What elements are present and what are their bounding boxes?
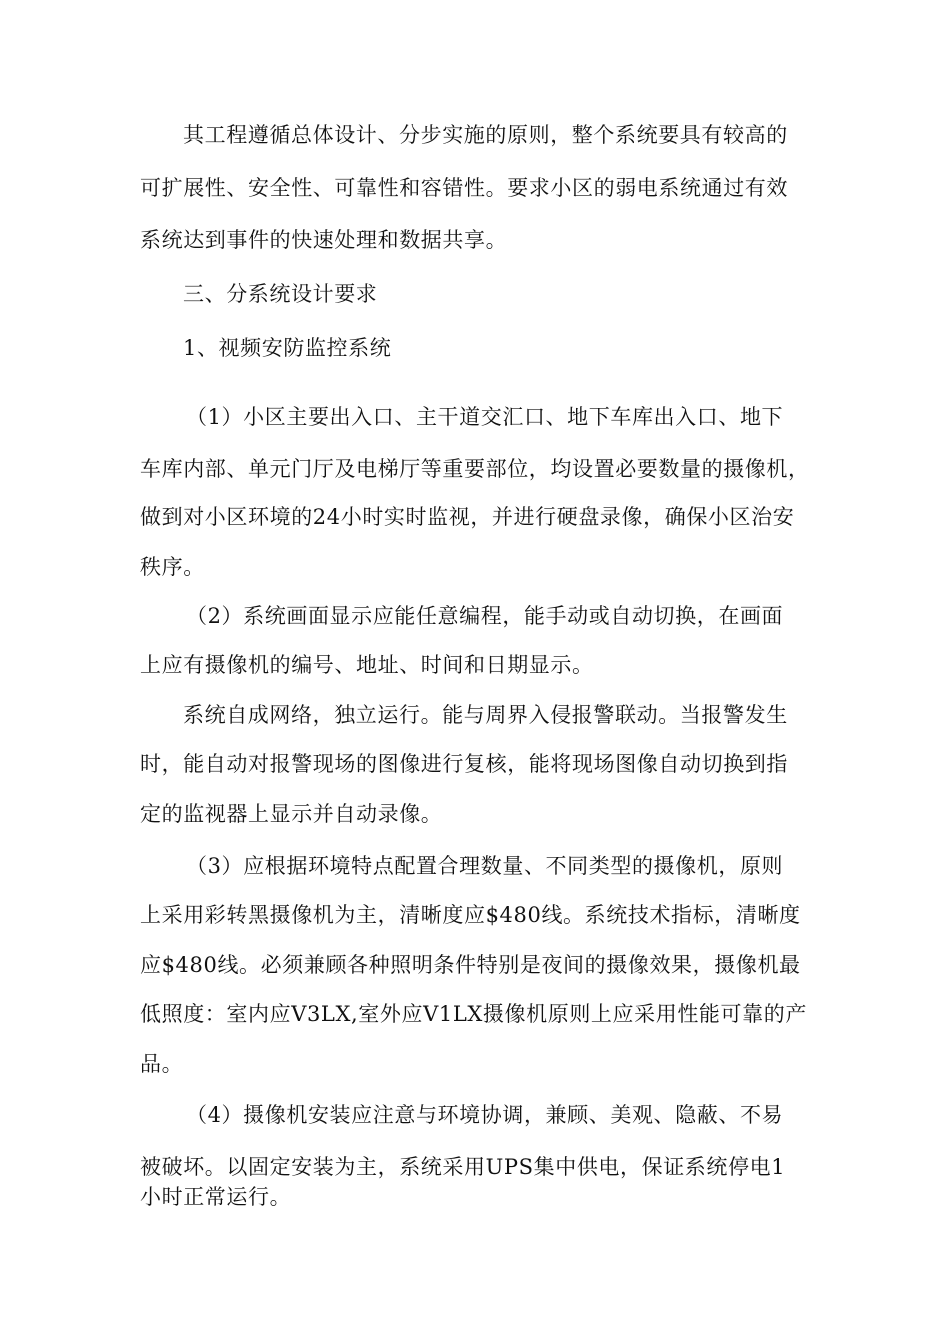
paragraph-line: 系统自成网络，独立运行。能与周界入侵报警联动。当报警发生 [183,703,788,727]
list-item-line: （1）小区主要出入口、主干道交汇口、地下车库出入口、地下 [186,405,784,429]
list-item-line: 车库内部、单元门厅及电梯厅等重要部位，均设置必要数量的摄像机， [140,457,810,481]
list-item-line: 应$480线。必须兼顾各种照明条件特别是夜间的摄像效果，摄像机最 [140,953,801,977]
paragraph-line: 系统达到事件的快速处理和数据共享。 [140,228,508,252]
list-item-line: （4）摄像机安装应注意与环境协调，兼顾、美观、隐蔽、不易 [186,1103,784,1127]
section-heading: 三、分系统设计要求 [183,282,378,306]
paragraph-line: 时，能自动对报警现场的图像进行复核，能将现场图像自动切换到指 [140,752,788,776]
list-item-line: 被破坏。以固定安装为主，系统采用UPS集中供电，保证系统停电1 [140,1155,786,1179]
subsection-heading: 1、视频安防监控系统 [183,336,392,360]
paragraph-line: 定的监视器上显示并自动录像。 [140,802,443,826]
list-item-line: （3）应根据环境特点配置合理数量、不同类型的摄像机，原则 [186,854,784,878]
paragraph-line: 可扩展性、安全性、可靠性和容错性。要求小区的弱电系统通过有效 [140,176,788,200]
list-item-line: （2）系统画面显示应能任意编程，能手动或自动切换，在画面 [186,604,784,628]
list-item-line: 上应有摄像机的编号、地址、时间和日期显示。 [140,653,594,677]
list-item-line: 小时正常运行。 [140,1185,292,1209]
list-item-line: 秩序。 [140,555,205,579]
list-item-line: 品。 [140,1052,184,1076]
paragraph-line: 其工程遵循总体设计、分步实施的原则，整个系统要具有较高的 [183,123,788,147]
list-item-line: 做到对小区环境的24小时实时监视，并进行硬盘录像，确保小区治安 [140,505,795,529]
list-item-line: 低照度：室内应V3LX,室外应V1LX摄像机原则上应采用性能可靠的产 [140,1002,807,1026]
list-item-line: 上采用彩转黑摄像机为主，清晰度应$480线。系统技术指标，清晰度 [140,903,801,927]
